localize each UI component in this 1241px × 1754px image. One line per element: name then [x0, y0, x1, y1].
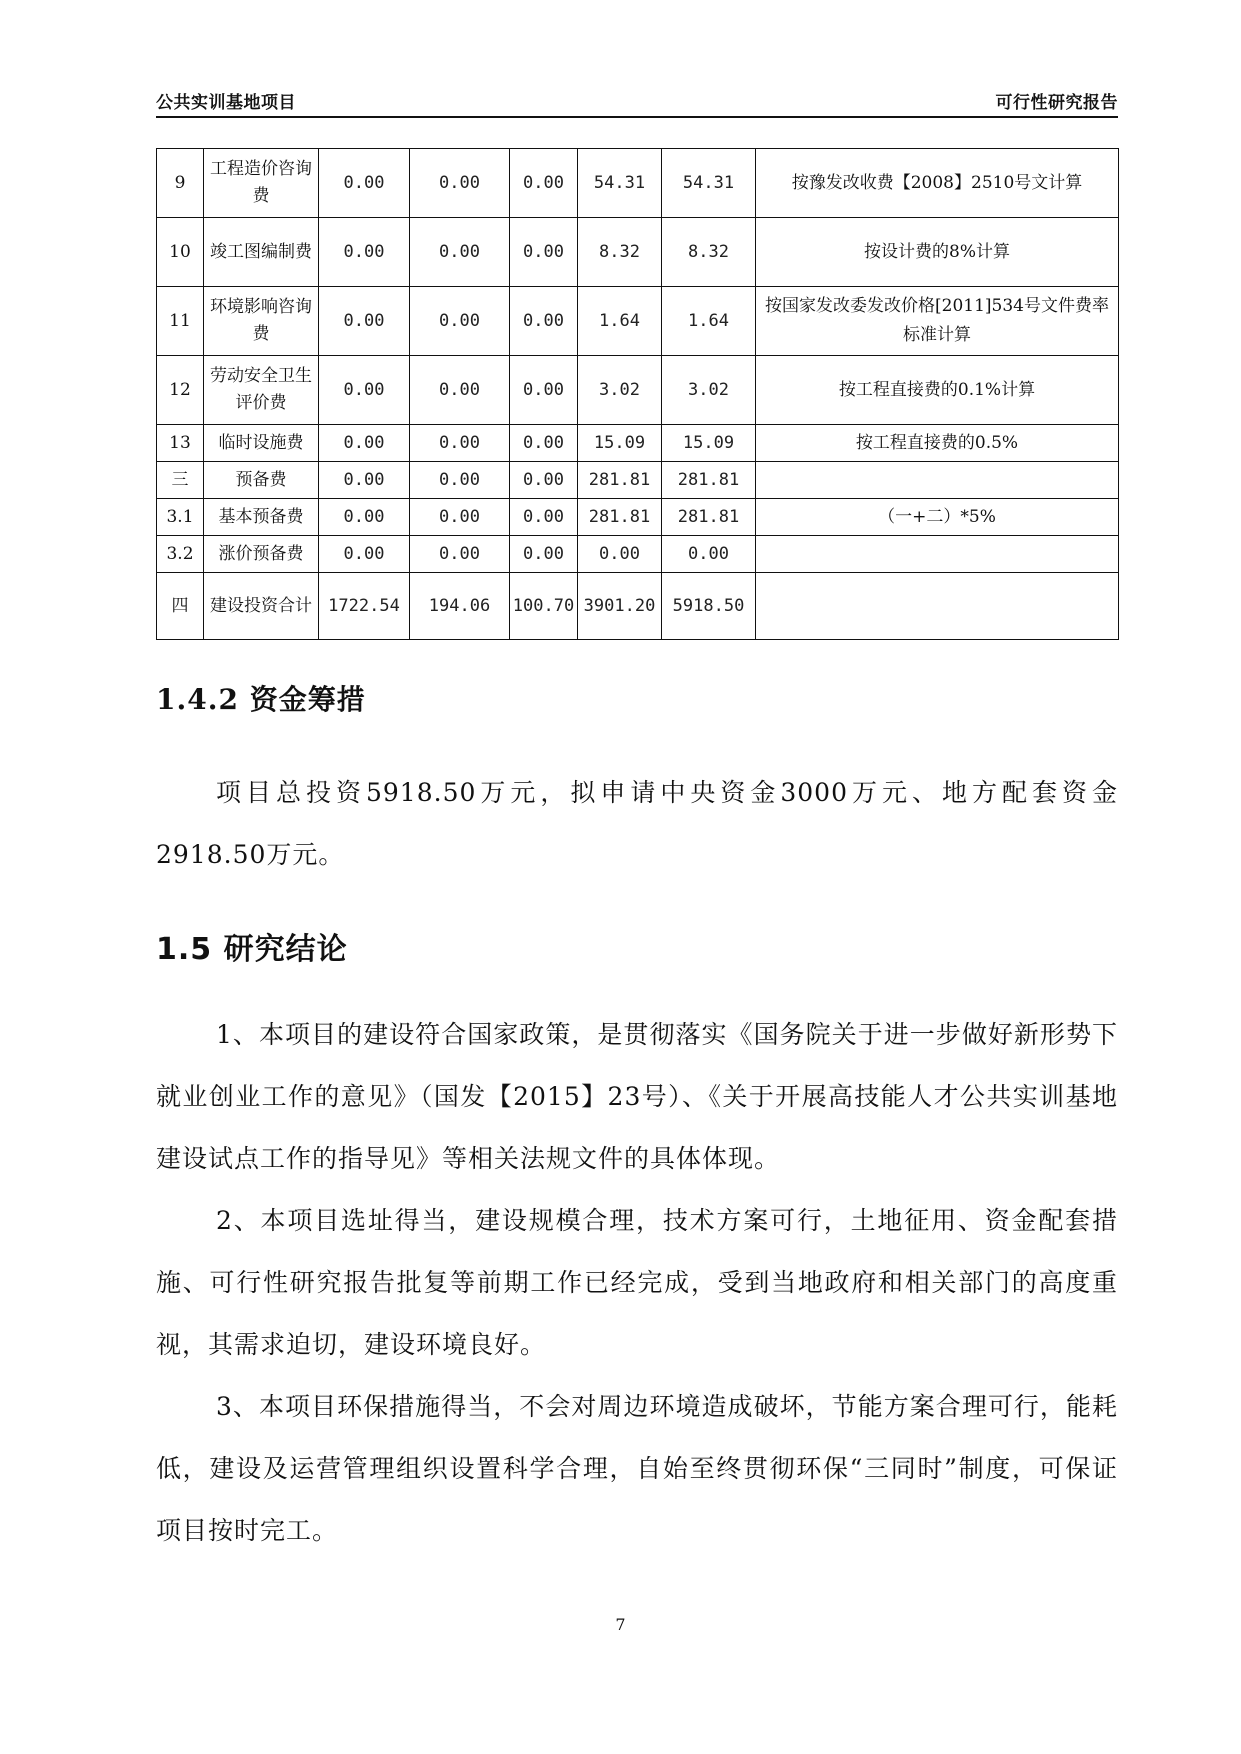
- investment-estimate-table: [156, 148, 1119, 640]
- cost-item-name: 建设投资合计: [204, 573, 319, 640]
- cost-value: 0.00: [510, 218, 578, 287]
- row-number: 3.1: [157, 499, 204, 536]
- calculation-note: [756, 462, 1119, 499]
- cost-value: 0.00: [319, 287, 410, 356]
- cost-value: 8.32: [578, 218, 662, 287]
- cost-value: 0.00: [319, 149, 410, 218]
- row-number: 13: [157, 425, 204, 462]
- cost-value: 0.00: [410, 149, 510, 218]
- cost-value: 0.00: [510, 149, 578, 218]
- section-heading-funding: 1.4.2 资金筹措: [156, 683, 366, 716]
- row-number: 9: [157, 149, 204, 218]
- cost-value: 1722.54: [319, 573, 410, 640]
- cost-total: 15.09: [662, 425, 756, 462]
- row-number: 3.2: [157, 536, 204, 573]
- paragraph-conclusion-1: 1、本项目的建设符合国家政策，是贯彻落实《国务院关于进一步做好新形势下就业创业工作的意见》（国发【2015】23号）、《关于开展高技能人才公共实训基地建设试点工作的指导见》等相关法规文件的具体体现。: [156, 1020, 1118, 1173]
- cost-value: 0.00: [319, 425, 410, 462]
- cost-value: 0.00: [319, 356, 410, 425]
- paragraph-funding: 项目总投资5918.50万元，拟申请中央资金3000万元、地方配套资金2918.50万元。: [156, 778, 1118, 869]
- calculation-note: 按豫发改收费【2008】2510号文计算: [756, 149, 1119, 218]
- paragraph-conclusion-2: 2、本项目选址得当，建设规模合理，技术方案可行，土地征用、资金配套措施、可行性研究报告批复等前期工作已经完成，受到当地政府和相关部门的高度重视，其需求迫切，建设环境良好。: [156, 1206, 1118, 1359]
- cost-value: 0.00: [410, 462, 510, 499]
- cost-value: 0.00: [510, 536, 578, 573]
- cost-item-name: 工程造价咨询费: [204, 149, 319, 218]
- cost-value: 194.06: [410, 573, 510, 640]
- cost-value: 3.02: [578, 356, 662, 425]
- cost-value: 0.00: [319, 218, 410, 287]
- cost-value: 0.00: [410, 287, 510, 356]
- cost-value: 0.00: [410, 356, 510, 425]
- cost-item-name: 临时设施费: [204, 425, 319, 462]
- calculation-note: （一+二）*5%: [756, 499, 1119, 536]
- page-number: 7: [615, 1615, 626, 1634]
- cost-value: 0.00: [578, 536, 662, 573]
- cost-value: 0.00: [410, 425, 510, 462]
- cost-item-name: 竣工图编制费: [204, 218, 319, 287]
- cost-total: 3.02: [662, 356, 756, 425]
- row-number: 三: [157, 462, 204, 499]
- section-heading-conclusion: 1.5 研究结论: [156, 932, 348, 967]
- cost-value: 100.70: [510, 573, 578, 640]
- cost-item-name: 劳动安全卫生评价费: [204, 356, 319, 425]
- calculation-note: 按工程直接费的0.1%计算: [756, 356, 1119, 425]
- cost-total: 281.81: [662, 462, 756, 499]
- cost-total: 1.64: [662, 287, 756, 356]
- table-row-total: [157, 573, 1119, 640]
- cost-total: 281.81: [662, 499, 756, 536]
- cost-item-name: 基本预备费: [204, 499, 319, 536]
- header-report-type: 可行性研究报告: [995, 93, 1118, 113]
- cost-total: 8.32: [662, 218, 756, 287]
- table-row: [157, 536, 1119, 573]
- table-row: [157, 462, 1119, 499]
- cost-item-name: 预备费: [204, 462, 319, 499]
- calculation-note: 按工程直接费的0.5%: [756, 425, 1119, 462]
- cost-value: 0.00: [410, 499, 510, 536]
- calculation-note: [756, 573, 1119, 640]
- table-row: [157, 149, 1119, 218]
- row-number: 12: [157, 356, 204, 425]
- cost-total: 5918.50: [662, 573, 756, 640]
- cost-value: 0.00: [410, 536, 510, 573]
- calculation-note: [756, 536, 1119, 573]
- cost-item-name: 环境影响咨询费: [204, 287, 319, 356]
- header-project-name: 公共实训基地项目: [156, 93, 296, 113]
- cost-value: 0.00: [510, 287, 578, 356]
- cost-item-name: 涨价预备费: [204, 536, 319, 573]
- row-number: 四: [157, 573, 204, 640]
- cost-value: 0.00: [319, 536, 410, 573]
- calculation-note: 按国家发改委发改价格[2011]534号文件费率标准计算: [756, 287, 1119, 356]
- cost-value: 54.31: [578, 149, 662, 218]
- row-number: 10: [157, 218, 204, 287]
- table-row: [157, 287, 1119, 356]
- cost-total: 54.31: [662, 149, 756, 218]
- cost-value: 0.00: [510, 499, 578, 536]
- cost-value: 0.00: [510, 462, 578, 499]
- page-header: [156, 86, 1118, 118]
- table-row: [157, 499, 1119, 536]
- cost-value: 1.64: [578, 287, 662, 356]
- cost-value: 0.00: [319, 462, 410, 499]
- cost-total: 0.00: [662, 536, 756, 573]
- cost-value: 0.00: [510, 356, 578, 425]
- calculation-note: 按设计费的8%计算: [756, 218, 1119, 287]
- row-number: 11: [157, 287, 204, 356]
- cost-value: 0.00: [319, 499, 410, 536]
- cost-value: 281.81: [578, 499, 662, 536]
- cost-value: 0.00: [410, 218, 510, 287]
- table-row: [157, 218, 1119, 287]
- cost-value: 15.09: [578, 425, 662, 462]
- table-row: [157, 425, 1119, 462]
- paragraph-conclusion-3: 3、本项目环保措施得当，不会对周边环境造成破坏，节能方案合理可行，能耗低，建设及运营管理组织设置科学合理，自始至终贯彻环保“三同时”制度，可保证项目按时完工。: [156, 1392, 1118, 1545]
- table-row: [157, 356, 1119, 425]
- cost-value: 3901.20: [578, 573, 662, 640]
- cost-value: 281.81: [578, 462, 662, 499]
- cost-value: 0.00: [510, 425, 578, 462]
